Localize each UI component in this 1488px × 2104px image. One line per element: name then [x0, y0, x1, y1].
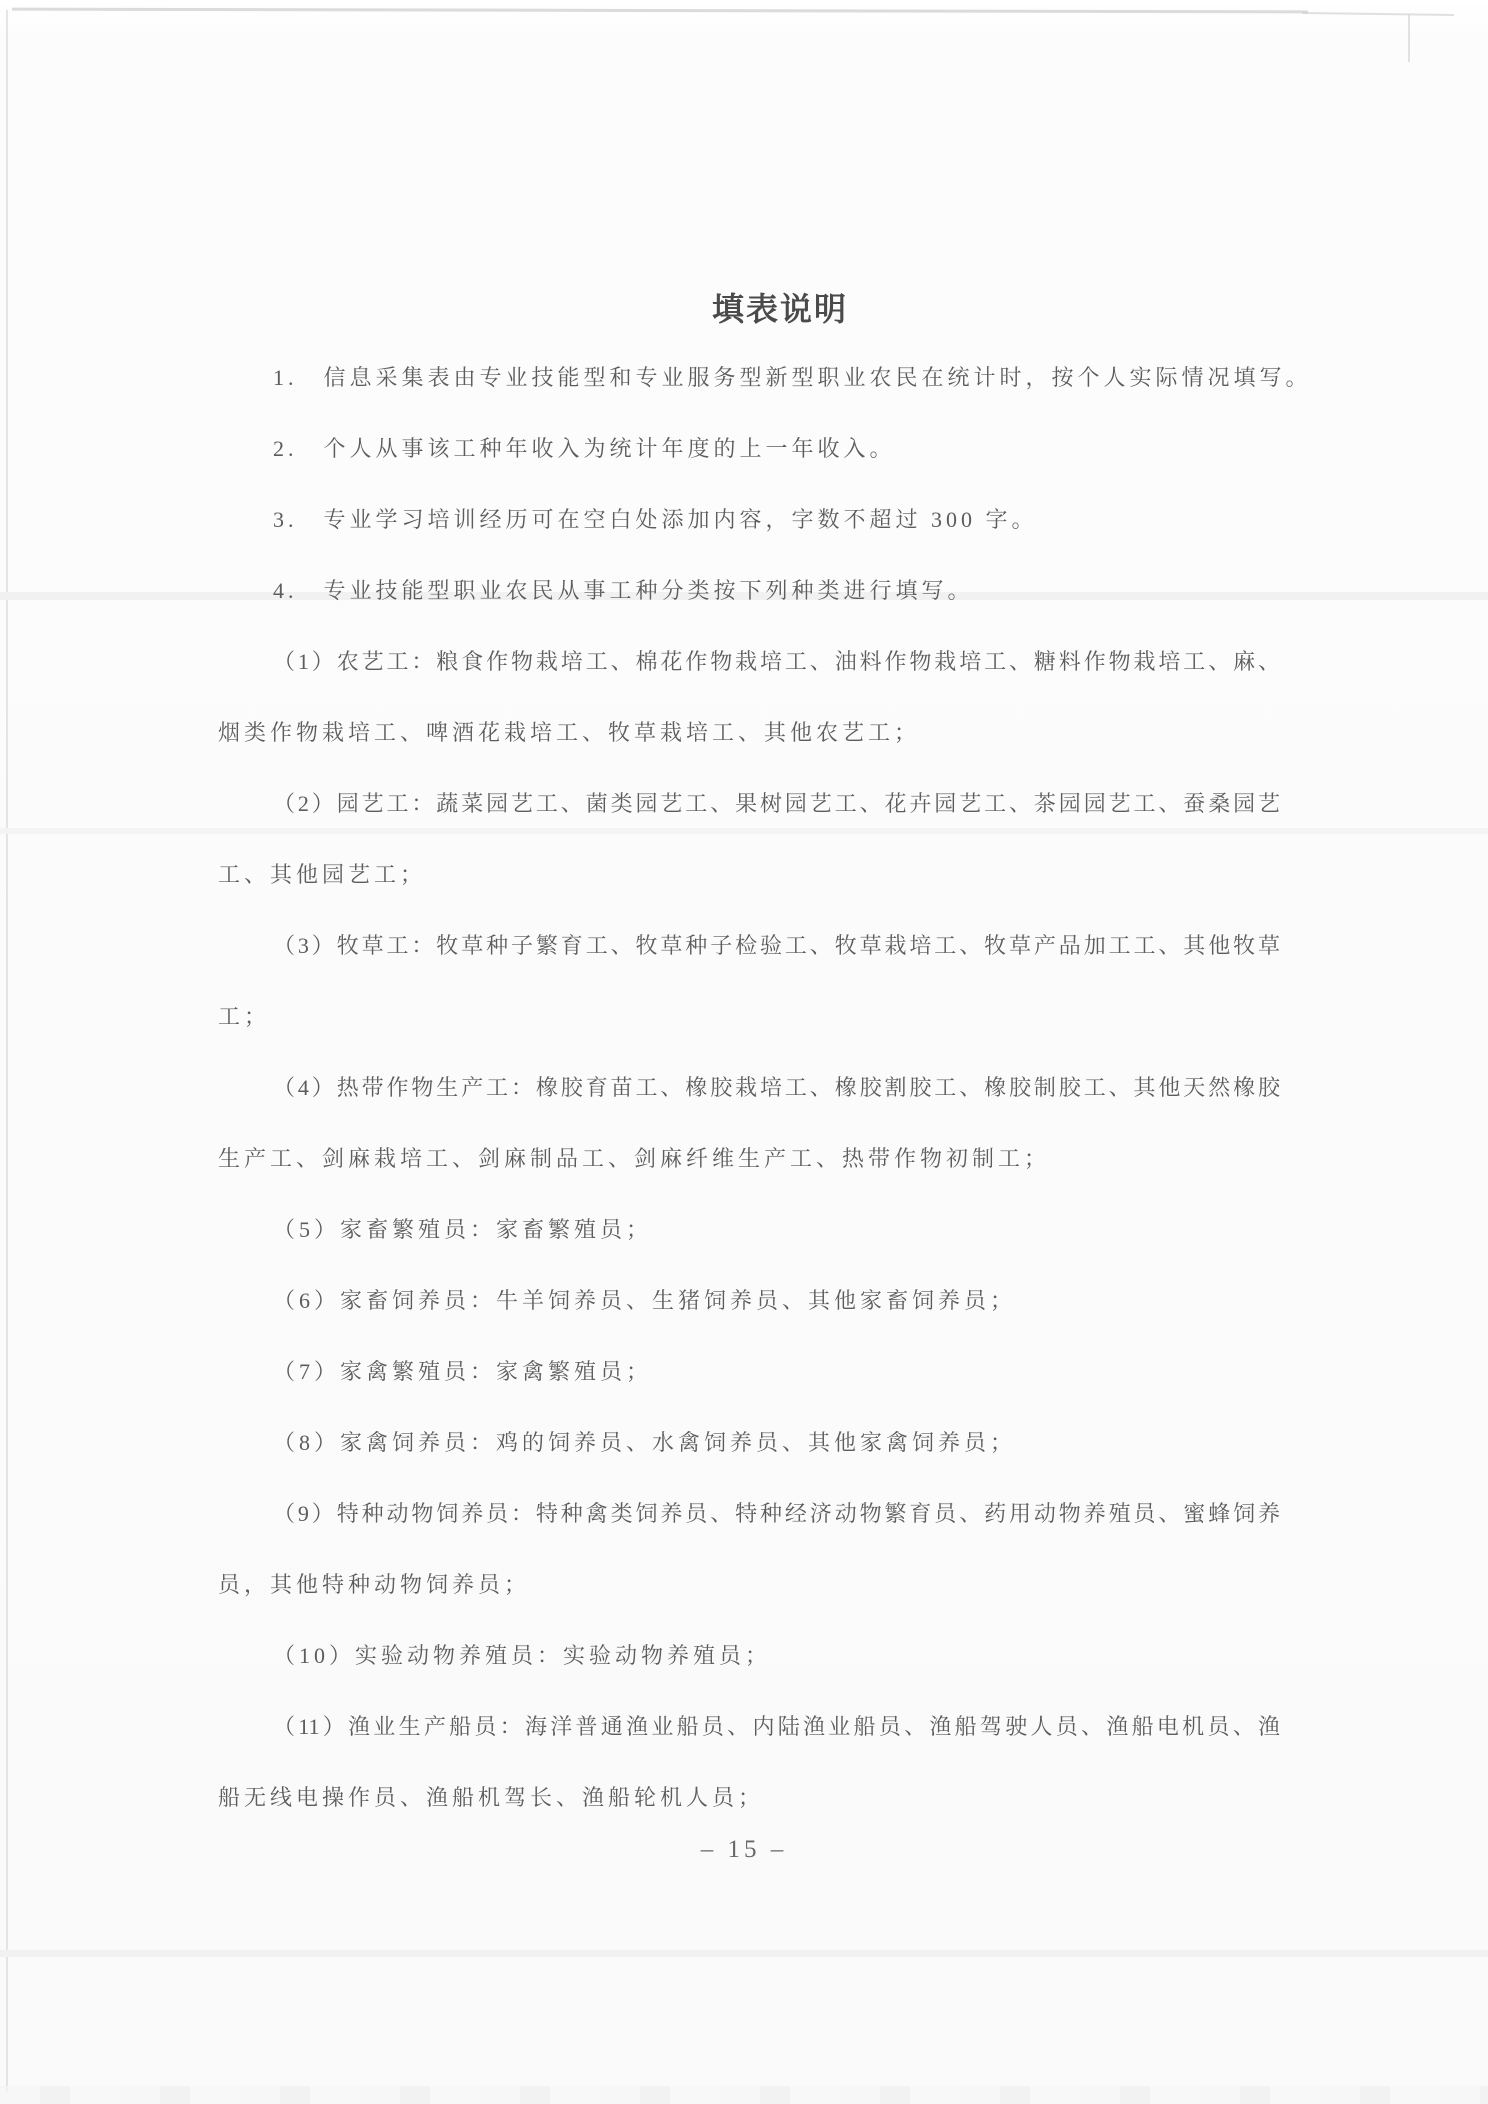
text-line: 员，其他特种动物饲养员； — [218, 1572, 531, 1597]
text-line: （4）热带作物生产工：橡胶育苗工、橡胶栽培工、橡胶割胶工、橡胶制胶工、其他天然橡胶 — [273, 1075, 1280, 1100]
text-line: 工； — [218, 1004, 271, 1029]
text-line: （8）家禽饲养员：鸡的饲养员、水禽饲养员、其他家禽饲养员； — [273, 1430, 1017, 1455]
text-line: （9）特种动物饲养员：特种禽类饲养员、特种经济动物繁育员、药用动物养殖员、蜜蜂饲养 — [273, 1501, 1280, 1526]
text-line: 工、其他园艺工； — [218, 862, 427, 887]
page-title: 填表说明 — [712, 291, 849, 327]
text-line: （6）家畜饲养员：牛羊饲养员、生猪饲养员、其他家畜饲养员； — [273, 1288, 1017, 1313]
text-line: （2）园艺工：蔬菜园艺工、菌类园艺工、果树园艺工、花卉园艺工、茶园园艺工、蚕桑园艺 — [273, 791, 1280, 816]
text-line: （10）实验动物养殖员：实验动物养殖员； — [273, 1643, 772, 1668]
text-line: （7）家禽繁殖员：家禽繁殖员； — [273, 1359, 653, 1384]
text-line: 船无线电操作员、渔船机驾长、渔船轮机人员； — [218, 1785, 765, 1810]
text-line: 1. 信息采集表由专业技能型和专业服务型新型职业农民在统计时，按个人实际情况填写。 — [273, 365, 1312, 390]
scan-edge-left-icon — [6, 10, 8, 2092]
scan-bottom-edge-icon — [0, 2086, 1488, 2104]
text-line: 生产工、剑麻栽培工、剑麻制品工、剑麻纤维生产工、热带作物初制工； — [218, 1146, 1051, 1171]
text-line: 烟类作物栽培工、啤酒花栽培工、牧草栽培工、其他农艺工； — [218, 720, 921, 745]
text-line: （11）渔业生产船员：海洋普通渔业船员、内陆渔业船员、渔船驾驶人员、渔船电机员、渔 — [273, 1714, 1280, 1739]
text-line: （1）农艺工：粮食作物栽培工、棉花作物栽培工、油料作物栽培工、糖料作物栽培工、麻、 — [273, 649, 1280, 674]
text-line: （5）家畜繁殖员：家畜繁殖员； — [273, 1217, 653, 1242]
scan-edge-right-icon — [1408, 14, 1410, 62]
text-line: 4. 专业技能型职业农民从事工种分类按下列种类进行填写。 — [273, 578, 974, 603]
scan-streak — [0, 1950, 1488, 1957]
text-line: 2. 个人从事该工种年收入为统计年度的上一年收入。 — [273, 436, 896, 461]
text-line: （3）牧草工：牧草种子繁育工、牧草种子检验工、牧草栽培工、牧草产品加工工、其他牧草 — [273, 933, 1280, 958]
page-number: – 15 – — [700, 1836, 788, 1863]
instructions-text — [218, 365, 1312, 1857]
text-line: 3. 专业学习培训经历可在空白处添加内容，字数不超过 300 字。 — [273, 507, 1038, 532]
